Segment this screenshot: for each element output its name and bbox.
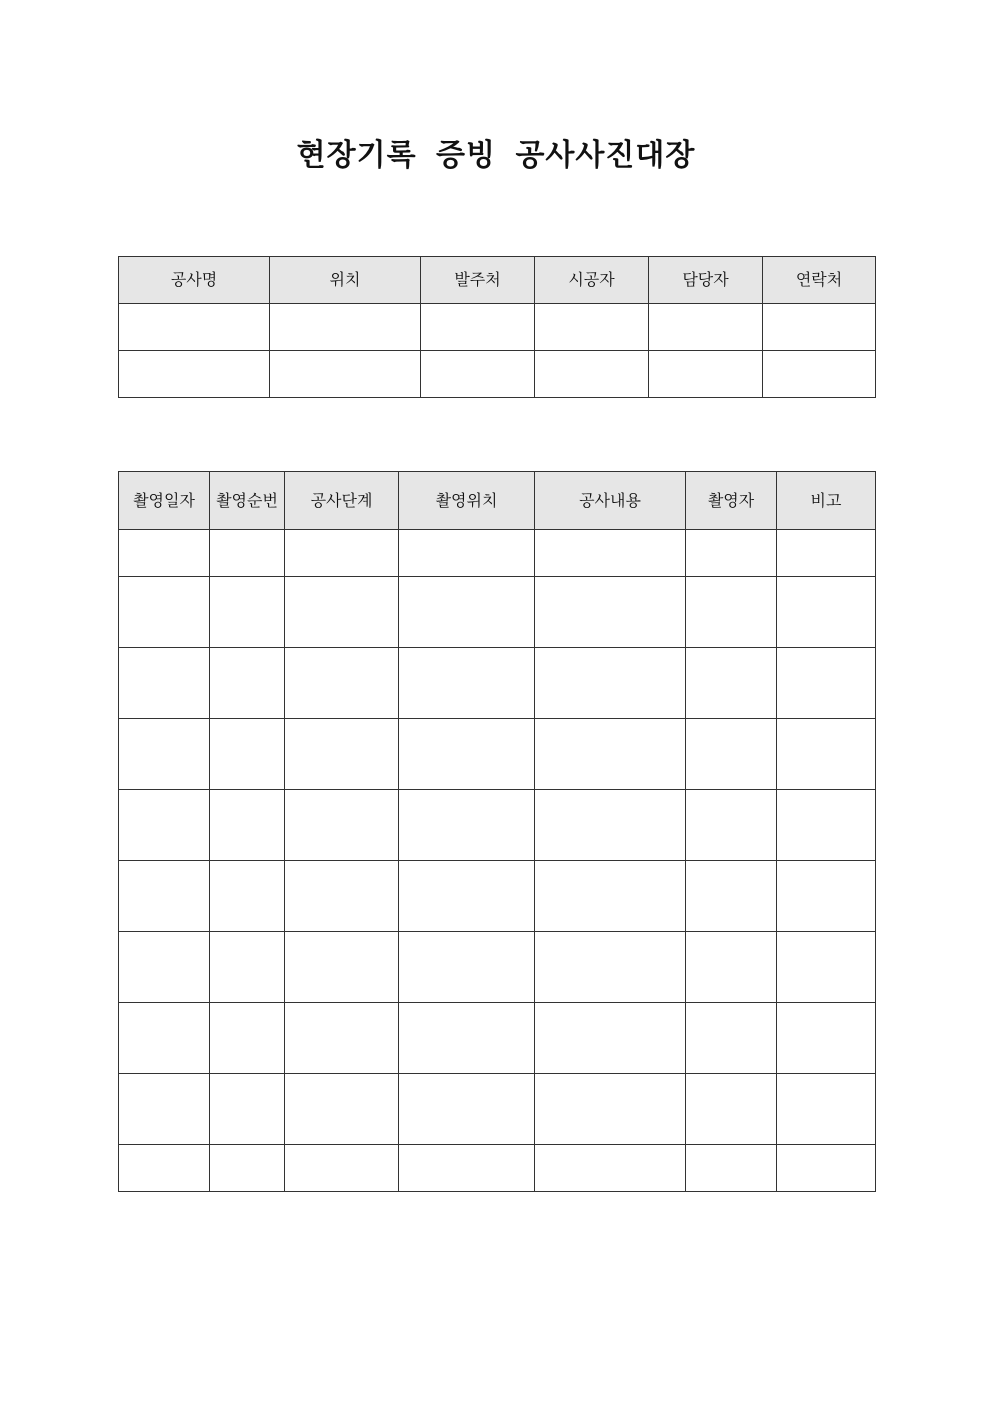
table-cell[interactable] [686,790,777,861]
table-cell[interactable] [285,1145,399,1192]
header-contractor: 시공자 [535,257,649,304]
table-cell[interactable] [649,351,763,398]
table-cell[interactable] [270,351,421,398]
table-cell[interactable] [763,351,876,398]
table-cell[interactable] [399,1145,535,1192]
table-row [119,304,876,351]
header-photo-date: 촬영일자 [119,472,210,530]
table-cell[interactable] [210,1003,285,1074]
table-cell[interactable] [210,1145,285,1192]
table-cell[interactable] [535,1074,686,1145]
table-cell[interactable] [285,790,399,861]
table-cell[interactable] [399,530,535,577]
table-row [119,1145,876,1192]
table-cell[interactable] [535,304,649,351]
table-cell[interactable] [535,648,686,719]
table-cell[interactable] [535,530,686,577]
table-cell[interactable] [686,648,777,719]
table-cell[interactable] [399,790,535,861]
table-cell[interactable] [535,719,686,790]
table-cell[interactable] [686,719,777,790]
table-row [119,790,876,861]
header-work-description: 공사내용 [535,472,686,530]
table-cell[interactable] [270,304,421,351]
table-row [119,1003,876,1074]
table-cell[interactable] [119,790,210,861]
table-cell[interactable] [399,1003,535,1074]
table-cell[interactable] [119,1074,210,1145]
header-location: 위치 [270,257,421,304]
table-cell[interactable] [777,1074,876,1145]
header-client: 발주처 [421,257,535,304]
table-cell[interactable] [285,648,399,719]
table-cell[interactable] [399,861,535,932]
table-cell[interactable] [777,719,876,790]
table-cell[interactable] [399,577,535,648]
table-cell[interactable] [285,1003,399,1074]
table-cell[interactable] [535,577,686,648]
project-info-table [118,256,876,398]
table-cell[interactable] [777,648,876,719]
table-cell[interactable] [777,861,876,932]
table-cell[interactable] [535,790,686,861]
table-cell[interactable] [210,790,285,861]
table-cell[interactable] [686,1074,777,1145]
header-photographer: 촬영자 [686,472,777,530]
table-cell[interactable] [119,577,210,648]
header-manager: 담당자 [649,257,763,304]
table-cell[interactable] [119,1145,210,1192]
table-cell[interactable] [421,304,535,351]
table-cell[interactable] [210,648,285,719]
photo-log-table [118,471,876,1192]
table-cell[interactable] [210,577,285,648]
table-cell[interactable] [763,304,876,351]
header-construction-stage: 공사단계 [285,472,399,530]
table-cell[interactable] [210,530,285,577]
header-photo-location: 촬영위치 [399,472,535,530]
table-cell[interactable] [649,304,763,351]
table-row [119,861,876,932]
table-cell[interactable] [119,530,210,577]
table-cell[interactable] [399,1074,535,1145]
table-cell[interactable] [119,861,210,932]
table-row [119,648,876,719]
table-cell[interactable] [535,932,686,1003]
table-cell[interactable] [535,351,649,398]
table-cell[interactable] [285,719,399,790]
table-cell[interactable] [686,1003,777,1074]
table-cell[interactable] [399,719,535,790]
table-cell[interactable] [119,351,270,398]
header-remarks: 비고 [777,472,876,530]
table-cell[interactable] [210,1074,285,1145]
table-cell[interactable] [119,932,210,1003]
table-row [119,719,876,790]
table-cell[interactable] [686,530,777,577]
table-cell[interactable] [119,648,210,719]
table-cell[interactable] [535,1003,686,1074]
table-cell[interactable] [777,577,876,648]
table-cell[interactable] [119,719,210,790]
table-cell[interactable] [777,790,876,861]
table-cell[interactable] [119,304,270,351]
table-cell[interactable] [399,932,535,1003]
table-row [119,932,876,1003]
table-row [119,530,876,577]
table-cell[interactable] [686,577,777,648]
header-project-name: 공사명 [119,257,270,304]
table-cell[interactable] [285,530,399,577]
table-cell[interactable] [285,932,399,1003]
table-cell[interactable] [119,1003,210,1074]
table-cell[interactable] [210,861,285,932]
table-row [119,577,876,648]
header-photo-sequence: 촬영순번 [210,472,285,530]
table-cell[interactable] [686,932,777,1003]
table-cell[interactable] [535,1145,686,1192]
header-contact: 연락처 [763,257,876,304]
table-cell[interactable] [777,530,876,577]
table-row [119,351,876,398]
table-cell[interactable] [285,577,399,648]
table-cell[interactable] [777,1003,876,1074]
table-cell[interactable] [210,932,285,1003]
table-cell[interactable] [399,648,535,719]
table-header-row [119,257,876,304]
table-cell[interactable] [285,861,399,932]
page-title: 현장기록 증빙 공사사진대장 [296,138,696,173]
table-cell[interactable] [777,932,876,1003]
table-cell[interactable] [421,351,535,398]
table-cell[interactable] [285,1074,399,1145]
table-header-row [119,472,876,530]
table-row [119,1074,876,1145]
table-cell[interactable] [686,861,777,932]
table-cell[interactable] [686,1145,777,1192]
table-cell[interactable] [210,719,285,790]
table-cell[interactable] [777,1145,876,1192]
table-cell[interactable] [535,861,686,932]
